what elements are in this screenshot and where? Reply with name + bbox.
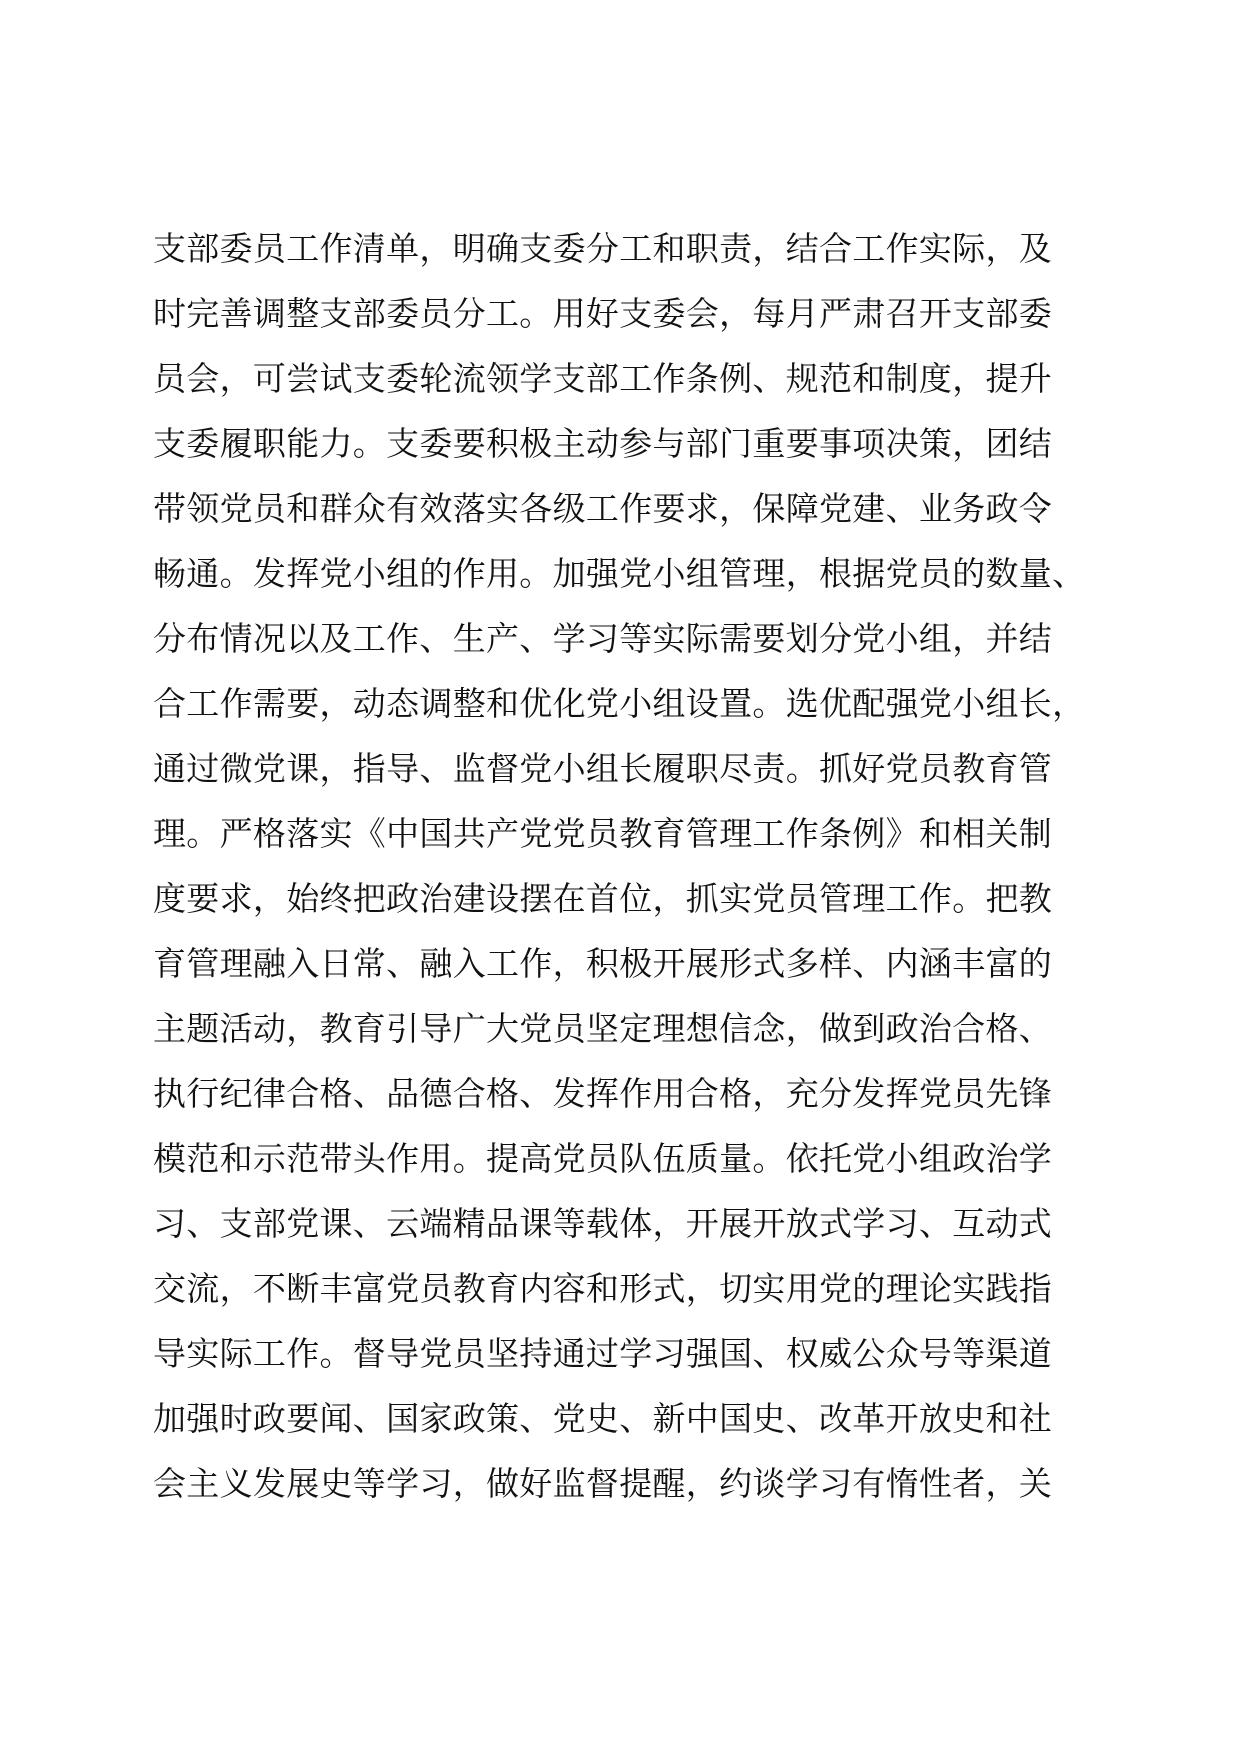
text-line: 会主义发展史等学习，做好监督提醒，约谈学习有惰性者，关 (153, 1464, 1053, 1503)
text-line: 度要求，始终把政治建设摆在首位，抓实党员管理工作。把教 (153, 879, 1053, 918)
text-line: 支委履职能力。支委要积极主动参与部门重要事项决策，团结 (153, 424, 1053, 463)
body-text (153, 216, 1113, 1516)
text-line: 导实际工作。督导党员坚持通过学习强国、权威公众号等渠道 (153, 1334, 1053, 1373)
text-line: 通过微党课，指导、监督党小组长履职尽责。抓好党员教育管 (153, 749, 1053, 788)
text-line: 时完善调整支部委员分工。用好支委会，每月严肃召开支部委 (153, 294, 1053, 333)
text-line: 交流，不断丰富党员教育内容和形式，切实用党的理论实践指 (153, 1269, 1053, 1308)
text-line: 支部委员工作清单，明确支委分工和职责，结合工作实际，及 (153, 229, 1053, 268)
text-line: 分布情况以及工作、生产、学习等实际需要划分党小组，并结 (153, 619, 1053, 658)
text-line: 加强时政要闻、国家政策、党史、新中国史、改革开放史和社 (153, 1399, 1053, 1438)
text-line: 合工作需要，动态调整和优化党小组设置。选优配强党小组长， (153, 684, 1086, 723)
text-line: 主题活动，教育引导广大党员坚定理想信念，做到政治合格、 (153, 1009, 1053, 1048)
text-line: 带领党员和群众有效落实各级工作要求，保障党建、业务政令 (153, 489, 1053, 528)
text-line: 习、支部党课、云端精品课等载体，开展开放式学习、互动式 (153, 1204, 1053, 1243)
text-line: 育管理融入日常、融入工作，积极开展形式多样、内涵丰富的 (153, 944, 1053, 983)
text-line: 模范和示范带头作用。提高党员队伍质量。依托党小组政治学 (153, 1139, 1053, 1178)
text-line: 畅通。发挥党小组的作用。加强党小组管理，根据党员的数量、 (153, 554, 1086, 593)
text-line: 执行纪律合格、品德合格、发挥作用合格，充分发挥党员先锋 (153, 1074, 1053, 1113)
text-line: 员会，可尝试支委轮流领学支部工作条例、规范和制度，提升 (153, 359, 1053, 398)
text-line: 理。严格落实《中国共产党党员教育管理工作条例》和相关制 (153, 814, 1053, 853)
